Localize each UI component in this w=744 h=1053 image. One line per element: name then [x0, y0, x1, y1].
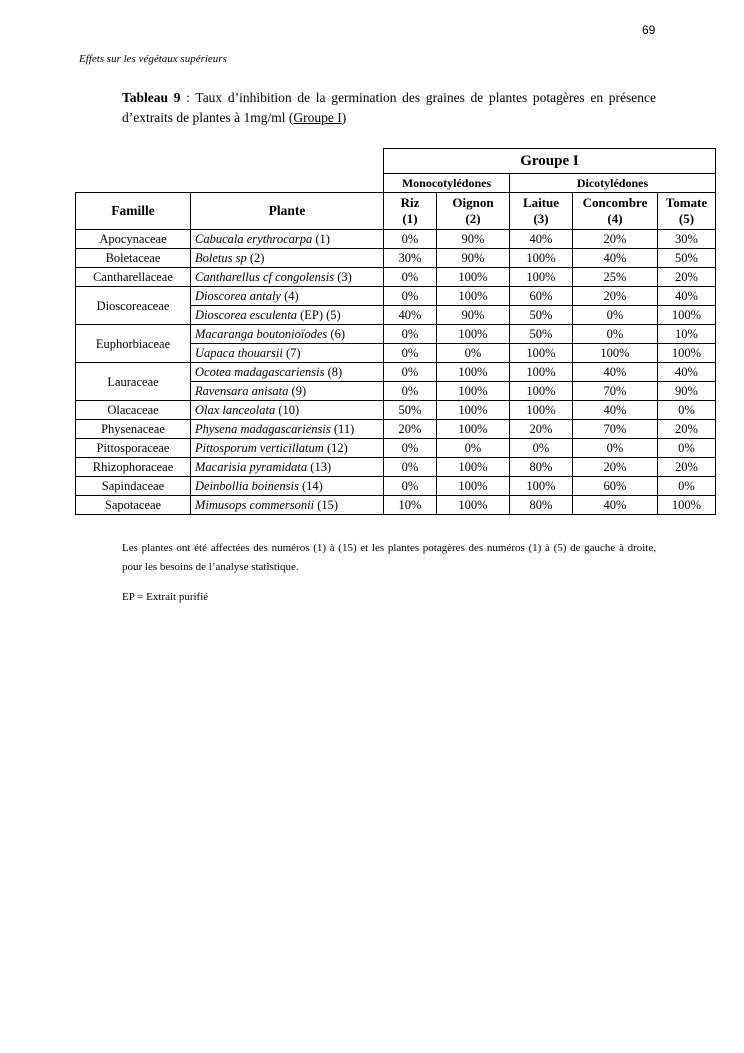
crop-header-tomate	[658, 193, 716, 230]
plant-number: (9)	[288, 384, 307, 398]
value-cell: 0%	[384, 477, 437, 496]
table-row	[76, 477, 716, 496]
family-cell: Boletaceae	[76, 249, 191, 268]
plant-number: (14)	[298, 479, 323, 493]
value-cell: 10%	[658, 325, 716, 344]
value-cell: 100%	[437, 477, 510, 496]
value-cell: 100%	[510, 382, 573, 401]
family-cell: Pittosporaceae	[76, 439, 191, 458]
value-cell: 0%	[384, 325, 437, 344]
value-cell: 90%	[437, 306, 510, 325]
family-cell: Euphorbiaceae	[76, 325, 191, 363]
crop-number: (4)	[607, 211, 623, 226]
family-cell: Sapotaceae	[76, 496, 191, 515]
crop-header-riz	[384, 193, 437, 230]
value-cell: 20%	[658, 268, 716, 287]
table-caption	[122, 88, 656, 128]
crop-number: (1)	[402, 211, 418, 226]
table-row	[76, 268, 716, 287]
value-cell: 40%	[658, 287, 716, 306]
crop-name: Concombre	[582, 195, 648, 210]
value-cell: 50%	[510, 306, 573, 325]
value-cell: 100%	[437, 287, 510, 306]
value-cell: 20%	[510, 420, 573, 439]
plant-number: (3)	[334, 270, 352, 284]
species-name: Cabucala erythrocarpa	[195, 232, 313, 246]
value-cell: 40%	[573, 496, 658, 515]
value-cell: 60%	[510, 287, 573, 306]
plant-cell	[191, 382, 384, 401]
species-name: Physena madagascariensis	[195, 422, 331, 436]
family-cell: Apocynaceae	[76, 230, 191, 249]
plant-number: (1)	[312, 232, 330, 246]
species-name: Macarisia pyramidata	[195, 460, 308, 474]
value-cell: 100%	[510, 477, 573, 496]
table-row	[76, 458, 716, 477]
page-number: 69	[642, 23, 656, 37]
plant-cell	[191, 268, 384, 287]
plant-cell	[191, 249, 384, 268]
family-cell: Sapindaceae	[76, 477, 191, 496]
value-cell: 20%	[384, 420, 437, 439]
value-cell: 20%	[573, 230, 658, 249]
species-name: Ravensara anisata	[195, 384, 289, 398]
plant-number: (6)	[327, 327, 345, 341]
family-cell: Lauraceae	[76, 363, 191, 401]
value-cell: 20%	[658, 458, 716, 477]
value-cell: 40%	[510, 230, 573, 249]
crop-header-concombre	[573, 193, 658, 230]
value-cell: 0%	[384, 287, 437, 306]
crop-header-laitue	[510, 193, 573, 230]
crop-header-oignon	[437, 193, 510, 230]
value-cell: 0%	[573, 306, 658, 325]
plant-cell	[191, 401, 384, 420]
plant-number: (13)	[307, 460, 332, 474]
table-row	[76, 401, 716, 420]
value-cell: 90%	[437, 230, 510, 249]
caption-close: )	[341, 110, 347, 125]
abbreviation-note: EP = Extrait purifié	[122, 591, 209, 603]
table-row	[76, 287, 716, 306]
value-cell: 0%	[384, 230, 437, 249]
plant-column-header: Plante	[191, 193, 384, 230]
crop-name: Oignon	[452, 195, 494, 210]
crop-name: Riz	[400, 195, 420, 210]
species-name: Olax lanceolata	[195, 403, 276, 417]
value-cell: 100%	[437, 363, 510, 382]
value-cell: 100%	[510, 401, 573, 420]
running-header: Effets sur les végétaux supérieurs	[79, 53, 227, 65]
value-cell: 0%	[384, 363, 437, 382]
species-name: Boletus sp	[195, 251, 247, 265]
value-cell: 100%	[510, 249, 573, 268]
value-cell: 0%	[658, 401, 716, 420]
value-cell: 20%	[658, 420, 716, 439]
footnote: Les plantes ont été affectées des numéros (1) à (15) et les plantes potagères des numéros (1) à (5) de gauche à droite, pour les besoins de l’analyse statistique.	[122, 542, 656, 573]
value-cell: 50%	[384, 401, 437, 420]
value-cell: 10%	[384, 496, 437, 515]
caption-group-link: Groupe I	[293, 110, 342, 125]
value-cell: 0%	[384, 344, 437, 363]
value-cell: 100%	[437, 268, 510, 287]
plant-cell	[191, 420, 384, 439]
table-row	[76, 439, 716, 458]
species-name: Cantharellus cf congolensis	[195, 270, 335, 284]
value-cell: 50%	[658, 249, 716, 268]
caption-label: Tableau 9	[122, 90, 181, 105]
table-row	[76, 325, 716, 344]
family-cell: Olacaceae	[76, 401, 191, 420]
value-cell: 30%	[384, 249, 437, 268]
family-cell: Physenaceae	[76, 420, 191, 439]
value-cell: 100%	[437, 382, 510, 401]
value-cell: 40%	[573, 363, 658, 382]
value-cell: 100%	[437, 458, 510, 477]
value-cell: 20%	[573, 287, 658, 306]
plant-number: (8)	[324, 365, 343, 379]
species-name: Deinbollia boinensis	[195, 479, 299, 493]
plant-cell	[191, 477, 384, 496]
value-cell: 0%	[658, 477, 716, 496]
value-cell: 80%	[510, 458, 573, 477]
plant-cell	[191, 325, 384, 344]
value-cell: 100%	[437, 496, 510, 515]
plant-cell	[191, 344, 384, 363]
plant-cell	[191, 458, 384, 477]
species-name: Uapaca thouarsii	[195, 346, 283, 360]
value-cell: 100%	[573, 344, 658, 363]
plant-number: (10)	[275, 403, 300, 417]
value-cell: 30%	[658, 230, 716, 249]
crop-name: Tomate	[665, 195, 708, 210]
empty-corner	[76, 174, 384, 193]
value-cell: 100%	[658, 496, 716, 515]
family-cell: Rhizophoraceae	[76, 458, 191, 477]
value-cell: 0%	[384, 268, 437, 287]
crop-number: (5)	[678, 211, 695, 226]
plant-cell	[191, 496, 384, 515]
value-cell: 100%	[510, 363, 573, 382]
empty-corner	[76, 149, 384, 174]
value-cell: 70%	[573, 382, 658, 401]
value-cell: 100%	[437, 325, 510, 344]
family-column-header: Famille	[76, 193, 191, 230]
plant-number: (15)	[314, 498, 339, 512]
crop-name: Laitue	[522, 195, 560, 210]
value-cell: 100%	[658, 306, 716, 325]
value-cell: 20%	[573, 458, 658, 477]
species-name: Macaranga boutonioïodes	[195, 327, 328, 341]
table-row	[76, 420, 716, 439]
table-row	[76, 496, 716, 515]
family-cell: Cantharellaceae	[76, 268, 191, 287]
value-cell: 25%	[573, 268, 658, 287]
plant-number: (11)	[330, 422, 355, 436]
plant-cell	[191, 287, 384, 306]
value-cell: 40%	[573, 249, 658, 268]
caption-text: : Taux d’inhibition de la germination des graines de plantes potagères en présence d’extraits de plantes à 1mg/ml (	[122, 90, 656, 125]
crop-number: (2)	[465, 211, 481, 226]
value-cell: 40%	[384, 306, 437, 325]
table-row	[76, 249, 716, 268]
table-row	[76, 230, 716, 249]
value-cell: 0%	[384, 458, 437, 477]
plant-number: (7)	[282, 346, 301, 360]
plant-cell	[191, 306, 384, 325]
plant-cell	[191, 439, 384, 458]
value-cell: 40%	[658, 363, 716, 382]
plant-cell	[191, 363, 384, 382]
family-cell: Dioscoreaceae	[76, 287, 191, 325]
value-cell: 100%	[658, 344, 716, 363]
value-cell: 0%	[573, 439, 658, 458]
species-name: Pittosporum verticillatum	[195, 441, 324, 455]
value-cell: 40%	[573, 401, 658, 420]
value-cell: 70%	[573, 420, 658, 439]
crop-number: (3)	[533, 211, 549, 226]
value-cell: 0%	[573, 325, 658, 344]
value-cell: 60%	[573, 477, 658, 496]
species-name: Mimusops commersonii	[195, 498, 315, 512]
plant-number: (EP) (5)	[296, 308, 341, 322]
species-name: Dioscorea esculenta	[195, 308, 297, 322]
value-cell: 100%	[510, 268, 573, 287]
inhibition-table	[75, 148, 716, 515]
value-cell: 90%	[658, 382, 716, 401]
value-cell: 90%	[437, 249, 510, 268]
value-cell: 100%	[437, 401, 510, 420]
value-cell: 0%	[437, 439, 510, 458]
dicot-header: Dicotylédones	[510, 174, 716, 193]
value-cell: 0%	[384, 439, 437, 458]
value-cell: 0%	[437, 344, 510, 363]
value-cell: 50%	[510, 325, 573, 344]
value-cell: 0%	[384, 382, 437, 401]
value-cell: 0%	[510, 439, 573, 458]
value-cell: 100%	[437, 420, 510, 439]
value-cell: 100%	[510, 344, 573, 363]
monocot-header: Monocotylédones	[384, 174, 510, 193]
value-cell: 0%	[658, 439, 716, 458]
value-cell: 80%	[510, 496, 573, 515]
plant-number: (2)	[246, 251, 265, 265]
species-name: Dioscorea antaly	[195, 289, 281, 303]
plant-cell	[191, 230, 384, 249]
species-name: Ocotea madagascariensis	[195, 365, 325, 379]
group-title: Groupe I	[384, 149, 716, 174]
plant-number: (4)	[280, 289, 299, 303]
plant-number: (12)	[323, 441, 348, 455]
table-row	[76, 363, 716, 382]
